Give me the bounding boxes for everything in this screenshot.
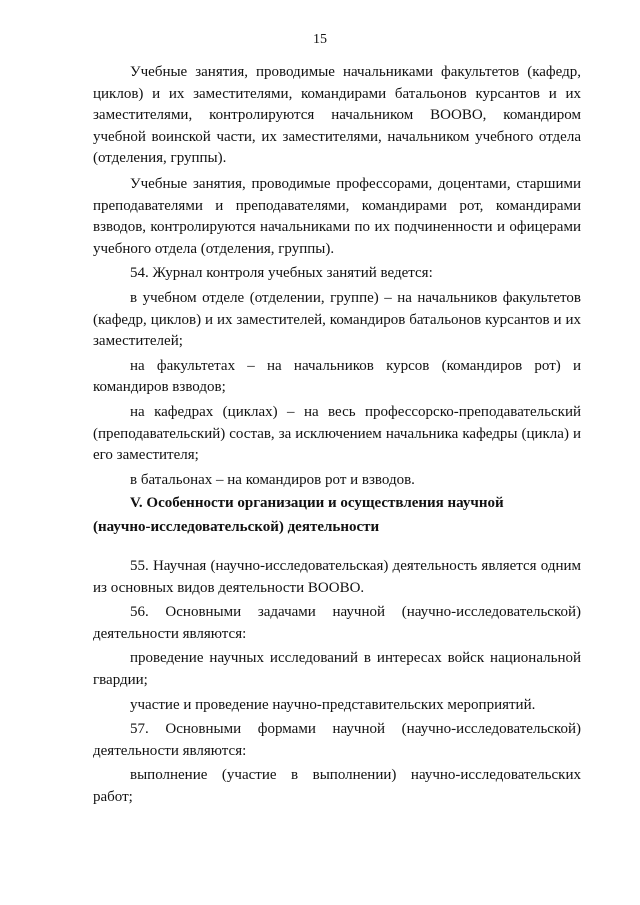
paragraph: в учебном отделе (отделении, группе) – на начальников факультетов (кафедр, циклов) и их заместителей, командиров батальонов курсантов и их заместителей; [93, 289, 581, 350]
section-heading [93, 491, 581, 539]
paragraph: 56. Основными задачами научной (научно-исследовательской) деятельности являются: [93, 604, 581, 642]
paragraph: выполнение (участие в выполнении) научно-исследовательских работ; [93, 767, 581, 805]
paragraph: на кафедрах (циклах) – на весь профессорско-преподавательский (преподавательский) состав, за исключением начальника кафедры (цикла) и его заместителя; [93, 403, 581, 464]
paragraph: проведение научных исследований в интересах войск национальной гвардии; [93, 650, 581, 688]
paragraph: Учебные занятия, проводимые профессорами, доцентами, старшими преподавателями и преподавателями, командирами рот, командирами взводов, контролируются начальниками по их подчиненности и офицерами учебного отдела (отделения, группы). [93, 175, 581, 257]
section-heading-line1: V. Особенности организации и осуществления научной [130, 495, 504, 511]
paragraph: 55. Научная (научно-исследовательская) деятельность является одним из основных видов деятельности ВООВО. [93, 558, 581, 596]
paragraph: на факультетах – на начальников курсов (командиров рот) и командиров взводов; [93, 357, 581, 396]
paragraph: в батальонах – на командиров рот и взводов. [130, 471, 415, 488]
section-heading-line2: (научно-исследовательской) деятельности [93, 519, 380, 535]
paragraph: 54. Журнал контроля учебных занятий ведется: [130, 265, 433, 282]
paragraph: участие и проведение научно-представительских мероприятий. [130, 696, 536, 713]
body-text-bottom [93, 556, 581, 809]
paragraph: Учебные занятия, проводимые начальниками факультетов (кафедр, циклов) и их заместителями, командирами батальонов курсантов и их заместителями, контролируются начальником ВООВО, командиром учебной воинской части, их заместителями, начальником учебного отдела (отделения, группы). [93, 64, 581, 167]
page-number: 15 [313, 32, 327, 47]
body-text-top [93, 62, 581, 491]
paragraph: 57. Основными формами научной (научно-исследовательской) деятельности являются: [93, 721, 581, 759]
